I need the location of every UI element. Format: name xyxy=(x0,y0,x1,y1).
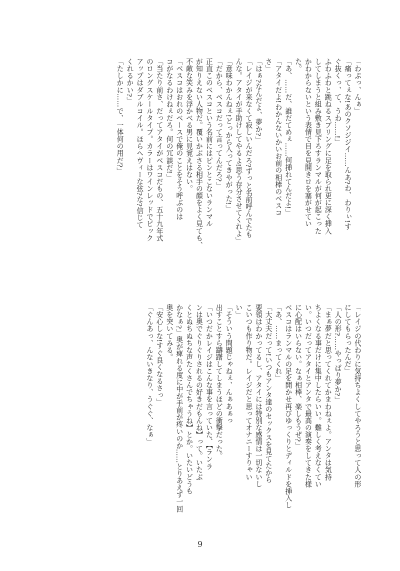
text-line: ちよくなる事だけに集中したらいい。難しく考えなくてい xyxy=(313,304,322,488)
text-line: 不敵な笑みを浮かべる男に見覚えはない。 xyxy=(184,58,193,192)
text-line: 「あ、……だ、誰だてめぇ……何挿れてんだよ!」 xyxy=(283,58,292,216)
text-line: 「まぁ夢だと思ってくれてかまわねぇよ。アンタは気持 xyxy=(323,304,332,481)
text-line: さ」 xyxy=(263,58,272,73)
text-line: んな。アタイが手助けしてやるよ!思う存分させてくれよ」 xyxy=(234,58,243,245)
text-line: 「安心しな!すぐ良くなるさっ」 xyxy=(154,304,163,406)
text-line: 奥を突いてみる。 xyxy=(164,304,173,361)
bottom-text-block xyxy=(41,304,361,517)
text-line: 「ベスコはおれのベースで俺のことをそう呼ぶのは xyxy=(174,58,183,221)
text-line: 「大丈夫だって!いつもアンタ達のセックスを見てたから xyxy=(263,304,272,484)
text-line: 「意味わかんねぇ!どっから入ってきやがった!」 xyxy=(224,58,233,212)
text-line: してしまうと組み敷き見下ろすランマルが何が起こった xyxy=(313,58,322,235)
text-line: 「そういう問題じゃねぇ、んぁあぁっ xyxy=(224,304,233,424)
text-line: ぐ抜くっ、て、うわ……!」 xyxy=(333,58,342,146)
text-line: 出すことすら躊躇してしまうほどの衝撃だった。 xyxy=(214,304,223,460)
text-line: 「いつだかレイジはこんな事を言っていた、【ランラ xyxy=(204,304,213,470)
text-line: が知りえない人物だ。覆いかぶさる相手の顔をよく見ても、 xyxy=(194,58,203,249)
text-line: に心配はいらない。なぁ相棒、楽しもうぜ?」 xyxy=(293,304,302,449)
text-line: 「はぁ?なんだよ、夢か?」 xyxy=(253,58,262,144)
text-line: ベスコはランマルの足を開かせ再びゆっくりとディルドを挿入し xyxy=(283,304,292,509)
text-line: くれるかい?」 xyxy=(125,58,134,105)
text-line: 要領はわかってるし、アタイには特別な感情は一切ないし xyxy=(253,304,262,488)
text-line: こいつも作り物だ。レイジだと思ってオナニーすりゃい xyxy=(244,304,253,481)
text-line: 正直このベスコという名前にはピンとこないランマル xyxy=(204,58,213,228)
text-line: にしてもらったんだ」 xyxy=(343,304,352,375)
text-line: ンは奥でぐりぐりされるの好きだもんね】って。いたぶ xyxy=(194,304,203,481)
text-line: かわからないという表情で目を見開きロを塞がせてい xyxy=(303,58,312,228)
page-number: 9 xyxy=(197,540,203,549)
top-text-block xyxy=(41,58,361,294)
text-line: 「レイジの代わりに気持ちよくしてやろうと思って人の形 xyxy=(353,304,361,488)
text-line: かなぁ?」奥が痺れる度に中が手前が疼いのか……とりあえず一回 xyxy=(174,304,183,513)
text-line: 「痛ってぇな!あのクソジジイ……んあ?わ、わりぃ!す xyxy=(343,58,352,230)
text-line: のロングスケールタイプ。カラーはワインレッドでピック xyxy=(144,58,153,242)
text-line: 「ぐんあっ、んないきなり、うぐぐ、なぁ」 xyxy=(144,304,153,445)
text-line: い」 xyxy=(234,304,243,319)
text-line: 「人の形?……やっぱり夢か?」 xyxy=(333,304,342,404)
text-line: 「あ、……まってくれ」 xyxy=(273,304,282,382)
text-line: くとぬちぬちな声たくさんでちゃうね】とか。いたいどうも xyxy=(184,304,193,495)
text-line: 「たしかに……で、一体何の用だ?」 xyxy=(115,58,124,175)
text-line: 「レイジが来なくて寂しいんだろ?ずっと名前呼んでたも xyxy=(244,58,253,239)
text-line: アップはダブルコイル。ほらヘヴィーな弦?な?信じて xyxy=(135,58,144,228)
text-line: 「アタイだよ!わかんないかいお前の相棒のベスコ xyxy=(273,58,282,217)
text-line: 「当たり前さ、だってアタイがベスコだもの、五十九年式 xyxy=(154,58,163,242)
text-line: 「だから、ベスコだって言ってんだろ?」 xyxy=(214,58,223,189)
text-line: 「わぷっ、んぁ」 xyxy=(353,58,361,115)
text-line: ふわふわと跳ねるスプリングに足を取られ更に深く挿入 xyxy=(323,58,332,235)
text-line: い。いつだってアタイとアンタで最高の演奏をしてきた様 xyxy=(303,304,312,488)
text-line: た。 xyxy=(293,58,302,73)
text-line: コがなるわけねぇだろ。何の冗談だ!」 xyxy=(164,58,173,181)
